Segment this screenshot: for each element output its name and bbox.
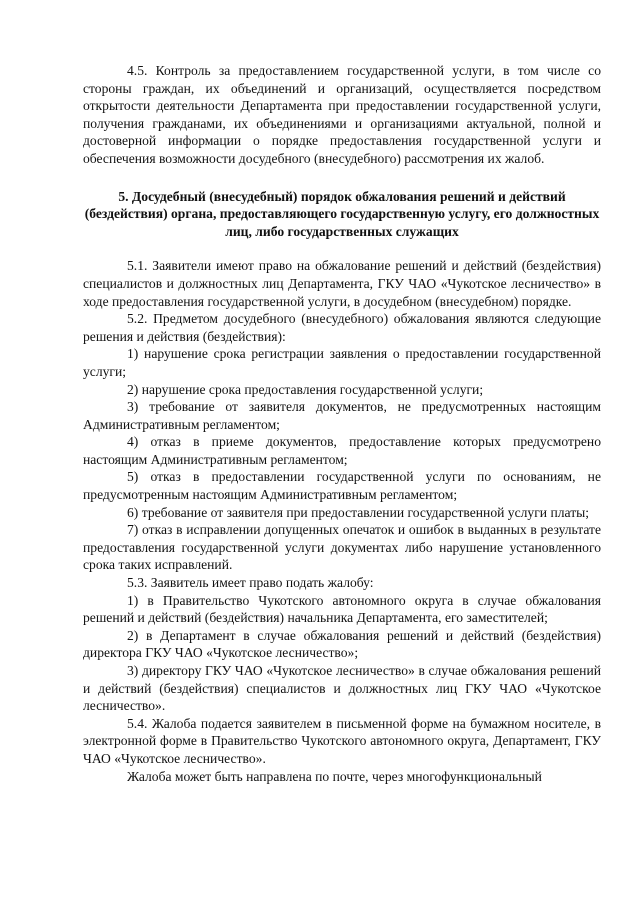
list-item-5-3-1: 1) в Правительство Чукотского автономного округа в случае обжалования решений и действий (бездействия) начальника Департамента, его заместителей; <box>83 592 601 626</box>
paragraph-5-4: 5.4. Жалоба подается заявителем в письменной форме на бумажном носителе, в электронной форме в Правительство Чукотского автономного округа, Департамент, ГКУ ЧАО «Чукотское лесничество». <box>83 715 601 766</box>
paragraph-5-2: 5.2. Предметом досудебного (внесудебного) обжалования являются следующие решения и действия (бездействия): <box>83 311 601 344</box>
list-item-5-2-1: 1) нарушение срока регистрации заявления о предоставлении государственной услуги; <box>83 346 601 379</box>
list-item-5-3-2: 2) в Департамент в случае обжалования решений и действий (бездействия) директора ГКУ ЧАО «Чукотское лесничество»; <box>83 627 601 661</box>
document-page <box>83 62 601 785</box>
paragraph-5-3: 5.3. Заявитель имеет право подать жалобу: <box>127 575 374 591</box>
paragraph-continued: Жалоба может быть направлена по почте, через многофункциональный <box>127 768 542 784</box>
list-item-5-2-7: 7) отказ в исправлении допущенных опечаток и ошибок в выданных в результате предоставления государственной услуги документах либо нарушение установленного срока таких исправлений. <box>83 522 601 573</box>
list-item-5-2-3: 3) требование от заявителя документов, не предусмотренных настоящим Административным регламентом; <box>83 399 601 432</box>
section-5-heading: 5. Досудебный (внесудебный) порядок обжалования решений и действий (бездействия) органа, предоставляющего государственную услугу, его должностных лиц, либо государственных служащих <box>84 188 600 239</box>
paragraph-5-1: 5.1. Заявители имеют право на обжалование решений и действий (бездействия) специалистов и должностных лиц Департамента, ГКУ ЧАО «Чукотское лесничество» в ходе предоставления государственной услуги, в досудебном (внесудебном) порядке. <box>83 258 601 309</box>
list-item-5-2-5: 5) отказ в предоставлении государственной услуги по основаниям, не предусмотренным настоящим Административным регламентом; <box>83 469 601 503</box>
paragraph-4-5: 4.5. Контроль за предоставлением государственной услуги, в том числе со стороны граждан, их объединений и организаций, осуществляется посредством открытости деятельности Департамента при предоставлении государственной услуги, получения гражданами, их объединениями и организациями актуальной, полной и достоверной информации о порядке предоставления государственной услуги и обеспечения возможности досудебного (внесудебного) рассмотрения их жалоб. <box>83 63 601 166</box>
list-item-5-2-4: 4) отказ в приеме документов, предоставление которых предусмотрено настоящим Административным регламентом; <box>83 434 601 467</box>
list-item-5-3-3: 3) директору ГКУ ЧАО «Чукотское лесничество» в случае обжалования решений и действий (бездействия) специалистов и должностных лиц ГКУ ЧАО «Чукотское лесничество». <box>83 663 601 714</box>
list-item-5-2-6: 6) требование от заявителя при предоставлении государственной услуги платы; <box>127 504 590 520</box>
list-item-5-2-2: 2) нарушение срока предоставления государственной услуги; <box>127 381 484 397</box>
